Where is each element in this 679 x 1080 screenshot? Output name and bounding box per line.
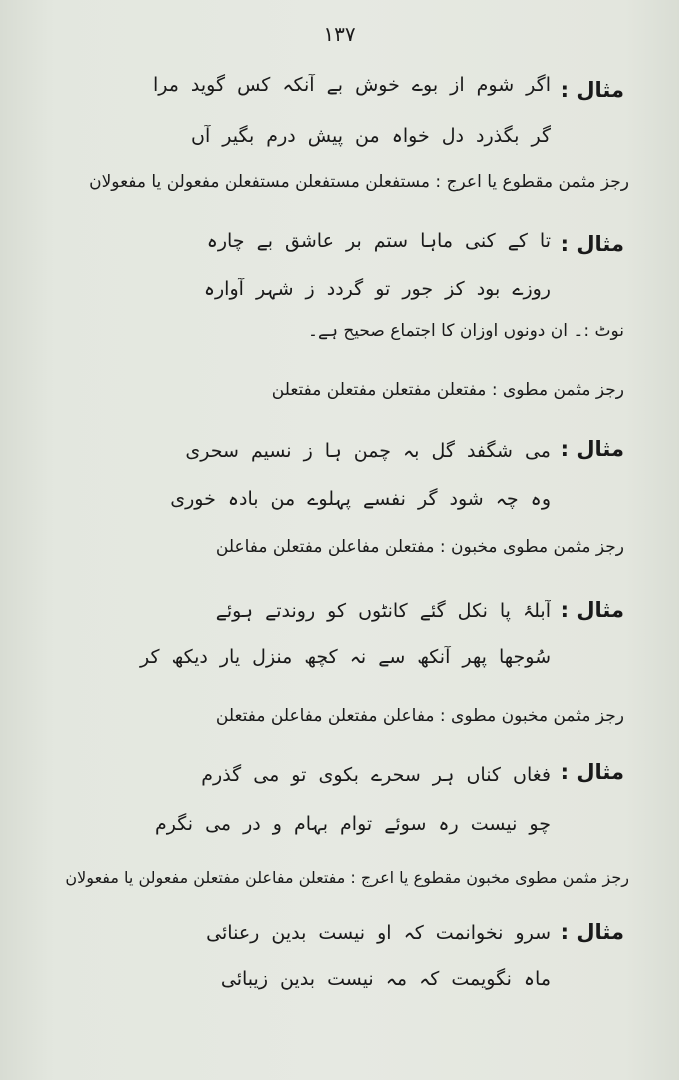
verse-line: اگر شوم از بوے خوش بے آنکہ کس گوید مرا (152, 74, 551, 96)
example-label: مثال : (560, 78, 624, 102)
verse-line: سرو نخوانمت کہ او نیست بدین رعنائی (206, 922, 551, 944)
example-label: مثال : (560, 232, 624, 256)
meter-heading: رجز مثمن مطوی : مفتعلن مفتعلن مفتعلن مفتعلن (271, 380, 624, 400)
verse-line: می شگفد گل بہ چمن ہا ز نسیم سحری (185, 440, 551, 462)
meter-heading: رجز مثمن مطوی مخبون : مفتعلن مفاعلن مفتعلن مفاعلن (215, 537, 624, 557)
example-label: مثال : (560, 598, 624, 622)
note-text: نوٹ :۔ ان دونوں اوزان کا اجتماع صحیح ہے۔ (308, 321, 624, 341)
verse-line: روزے بود کز جور تو گردد ز شہر آوارہ (203, 278, 551, 300)
page-number: ۱۳۷ (323, 22, 356, 46)
meter-heading: رجز مثمن مخبون مطوی : مفاعلن مفتعلن مفاعلن مفتعلن (215, 706, 624, 726)
example-label: مثال : (560, 920, 624, 944)
meter-heading: رجز مثمن مقطوع یا اعرج : مستفعلن مستفعلن مستفعلن مفعولن یا مفعولان (89, 172, 629, 192)
verse-line: ماہ نگویمت کہ مہ نیست بدین زیبائی (220, 968, 551, 990)
verse-line: چو نیست رہ سوئے توام بہام و در می نگرم (155, 813, 551, 835)
example-label: مثال : (560, 437, 624, 461)
verse-line: گر بگذرد دل خواہ من پیش درم بگیر آں (191, 125, 551, 147)
verse-line: وہ چہ شود گر نفسے پہلوے من بادہ خوری (170, 488, 551, 510)
verse-line: آبلۂ پا نکل گئے کانٹوں کو روندتے ہوئے (215, 600, 551, 622)
example-label: مثال : (560, 760, 624, 784)
verse-line: فغاں کناں ہر سحرے بکوی تو می گذرم (201, 764, 551, 786)
meter-heading: رجز مثمن مطوی مخبون مقطوع یا اعرج : مفتعلن مفاعلن مفتعلن مفعولن یا مفعولان (65, 868, 629, 887)
verse-line: سُوجھا پھر آنکھ سے نہ کچھ منزل یار دیکھ کر (140, 646, 551, 668)
verse-line: تا کے کنی ماہا ستم بر عاشق بے چارہ (206, 230, 551, 252)
